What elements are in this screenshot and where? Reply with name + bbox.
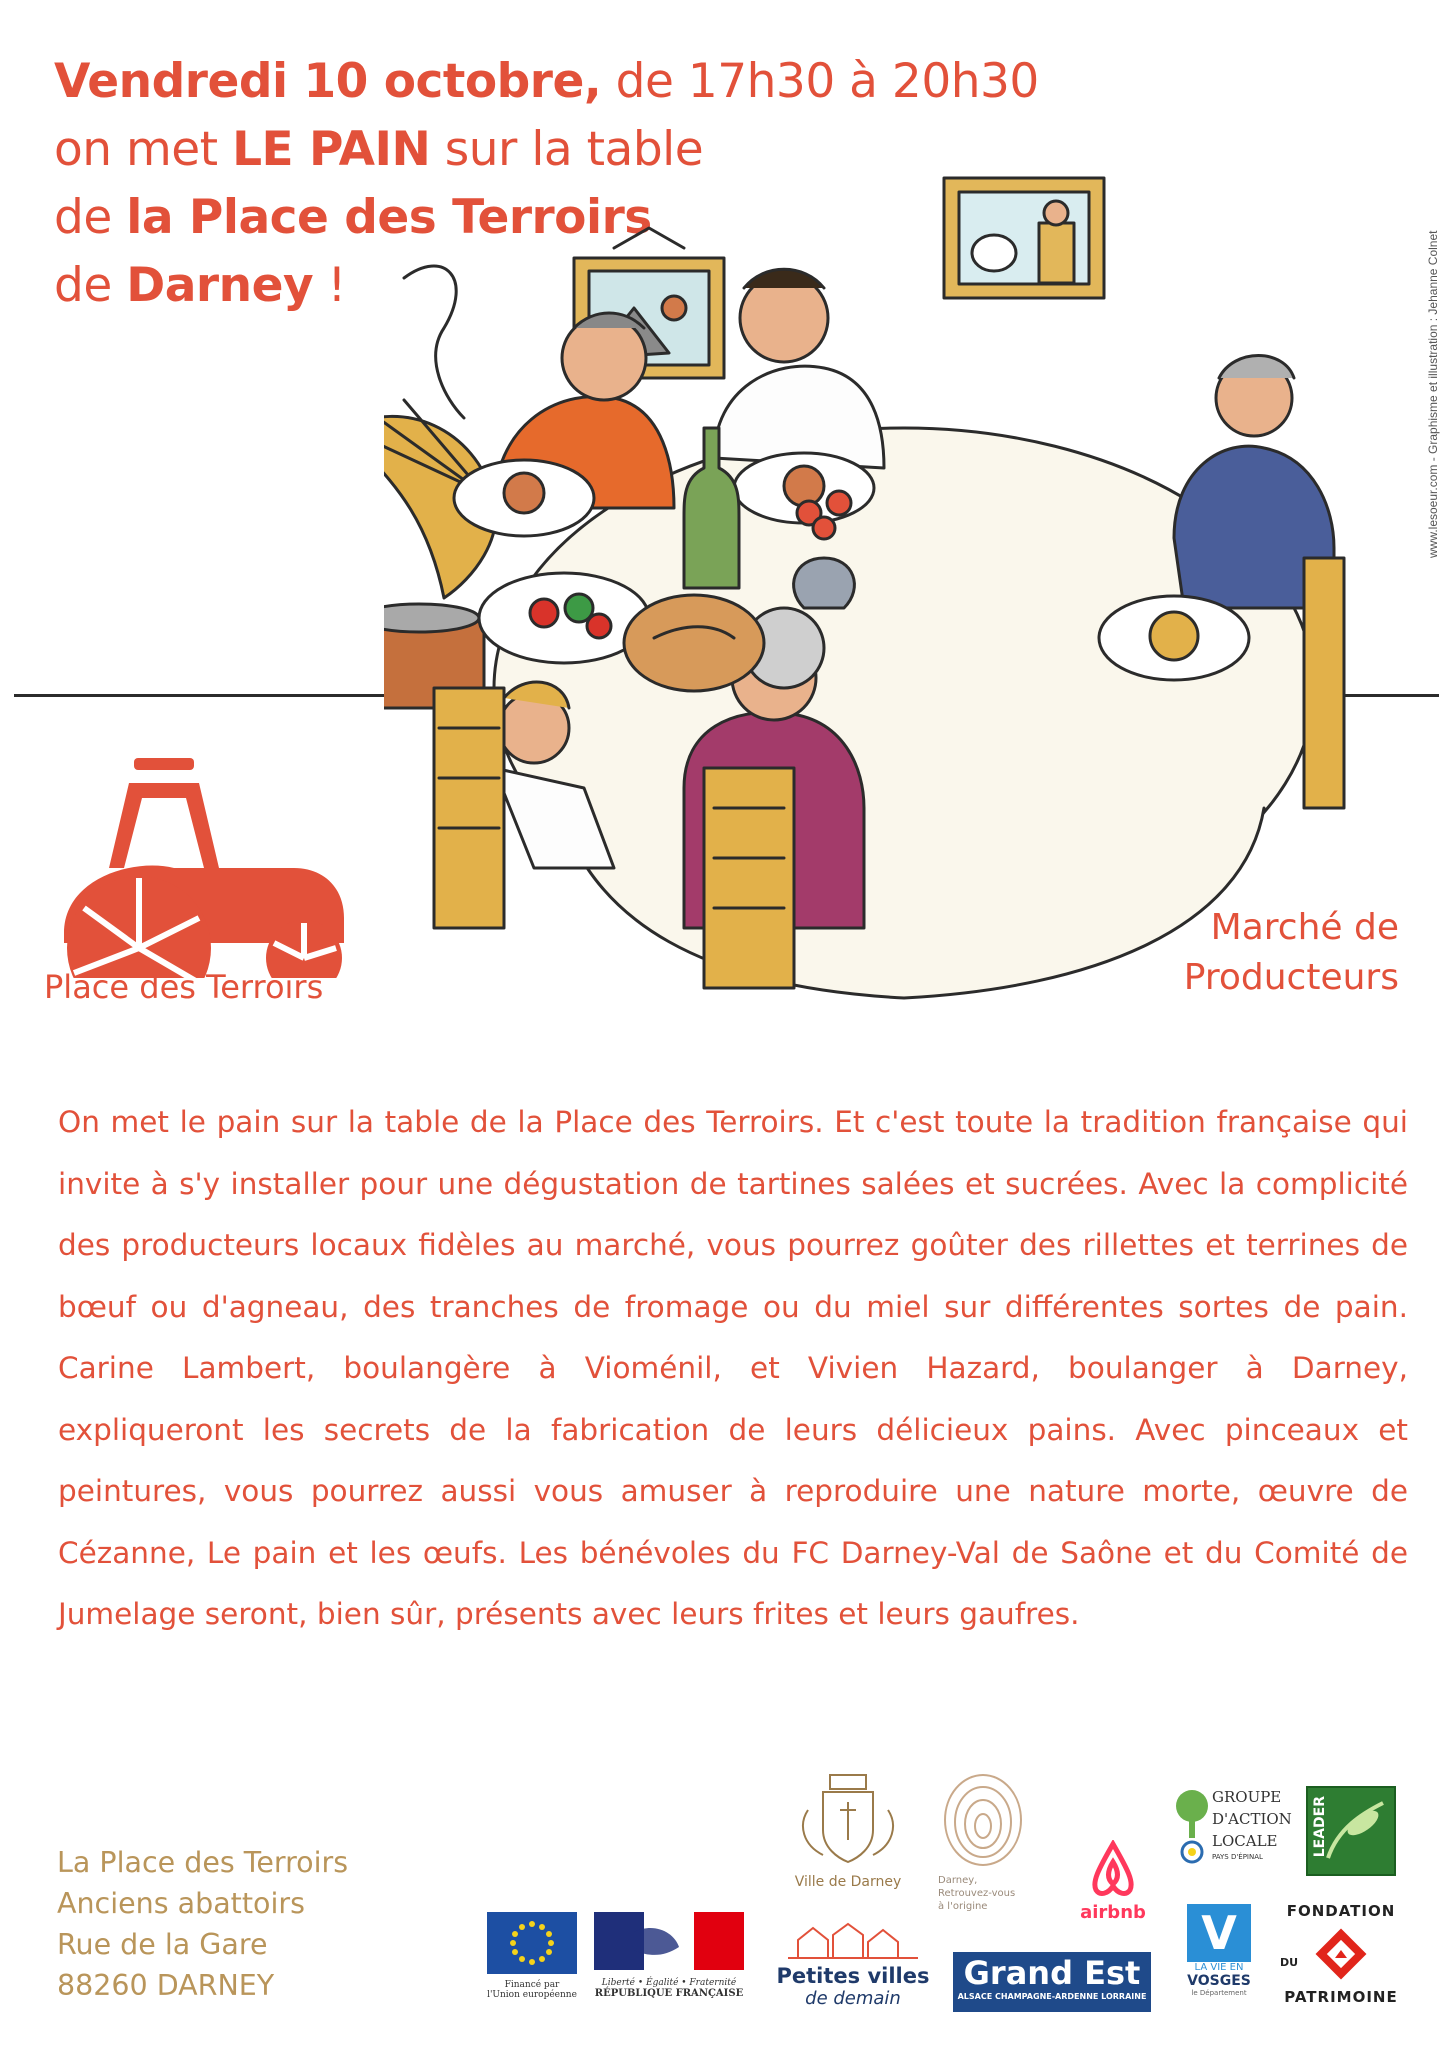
gal-tree-icon (1172, 1786, 1212, 1878)
rf-motto: Liberté • Égalité • Fraternité (601, 1978, 737, 1988)
vosges-line-1: LA VIE EN (1194, 1962, 1244, 1973)
place-des-terroirs-logo-text: Place des Terroirs (44, 968, 324, 1006)
ville-de-darney-logo (788, 1770, 908, 1890)
darney-line-3: à l'origine (938, 1901, 988, 1912)
grand-est-label: Grand Est (963, 1954, 1141, 1992)
headline-text: de (54, 258, 112, 313)
marianne-icon (594, 1912, 744, 1970)
airbnb-icon (1088, 1840, 1138, 1898)
gal-line-2: D'ACTION (1212, 1810, 1292, 1828)
painting-right-icon (944, 168, 1104, 298)
rf-name: RÉPUBLIQUE FRANÇAISE (594, 1988, 744, 1999)
headline-text: de (54, 190, 112, 245)
headline-text: sur la table (444, 122, 704, 177)
gal-line-3: LOCALE (1212, 1832, 1278, 1850)
eu-logo (472, 1912, 592, 2000)
man-white-shirt-icon (714, 269, 884, 468)
address-line-3: Rue de la Gare (57, 1928, 268, 1961)
address-line-1: La Place des Terroirs (57, 1846, 349, 1879)
fondation-diamond-icon (1311, 1924, 1371, 1984)
airbnb-logo (1068, 1840, 1158, 1923)
headline-bold: Darney (126, 258, 314, 313)
ville-label: Ville de Darney (794, 1874, 902, 1890)
eu-caption-1: Financé par (504, 1980, 560, 1990)
darney-line-1: Darney, (938, 1875, 978, 1886)
headline-bold: LE PAIN (232, 122, 431, 177)
gal-line-1: GROUPE (1212, 1788, 1282, 1806)
chair-child-icon (434, 688, 504, 928)
gal-line-4: PAYS D'ÉPINAL (1212, 1853, 1263, 1861)
headline-bold: la Place des Terroirs (126, 190, 652, 245)
grand-est-sub: ALSACE CHAMPAGNE-ARDENNE LORRAINE (957, 1992, 1147, 2001)
leader-logo (1306, 1786, 1396, 1876)
market-label-line-1: Marché de (1210, 907, 1399, 948)
market-label-line-2: Producteurs (1183, 957, 1399, 998)
vosges-line-3: le Département (1191, 1989, 1247, 1997)
vosges-v-icon: V (1187, 1904, 1251, 1962)
darney-line-2: Retrouvez-vous (938, 1888, 1016, 1899)
petites-villes-line-2: de demain (805, 1988, 901, 2009)
coat-of-arms-icon (788, 1770, 908, 1870)
bread-icon (624, 595, 764, 691)
vosges-line-2: VOSGES (1187, 1973, 1251, 1989)
republique-francaise-logo (594, 1912, 744, 1999)
airbnb-label: airbnb (1080, 1902, 1146, 1923)
fondation-line-2: DU (1280, 1956, 1299, 1969)
event-description: On met le pain sur la table de la Place des Terroirs. Et c'est toute la tradition française qui invite à s'y installer pour une dégustation de tartines salées et sucrées. Avec la complicité des producteurs locaux fidèles au marché, vous pourrez goûter des rillettes et terrines de bœuf ou d'agneau, des tranches de fromage ou du miel sur différentes sortes de pain. Carine Lambert, boulangère à Vioménil, et Vivien Hazard, boulanger à Darney, expliqueront les secrets de la fabrication de leurs délicieux pains. Avec pinceaux et peintures, vous pourrez aussi vous amuser à reproduire une nature morte, œuvre de Cézanne, Le pain et les œufs. Les bénévoles du FC Darney-Val de Saône et du Comité de Jumelage seront, bien sûr, présents avec leurs frites et leurs gaufres. (58, 1105, 1408, 1631)
groupe-action-locale-logo (1172, 1786, 1322, 1878)
petites-villes-logo (768, 1920, 938, 2009)
headline-text: ! (313, 258, 346, 313)
darney-fingerprint-logo (938, 1770, 1038, 1913)
chair-front-icon (704, 768, 794, 988)
invitation-card (14, 18, 1439, 1023)
fingerprint-icon (938, 1770, 1028, 1870)
headline-date: Vendredi 10 octobre, (54, 54, 602, 109)
address-block (57, 1842, 348, 2006)
chair-right-icon (1304, 558, 1344, 808)
fondation-patrimoine-logo (1276, 1902, 1406, 2006)
vase-icon (794, 558, 855, 608)
fondation-line-1: FONDATION (1286, 1902, 1396, 1920)
address-line-2: Anciens abattoirs (57, 1887, 305, 1920)
headline-text: on met (54, 122, 218, 177)
illustration-credit: www.lesoeur.com - Graphisme et illustration : Jehanne Colnet (1426, 230, 1440, 558)
vosges-logo (1182, 1904, 1256, 1997)
petites-villes-line-1: Petites villes (776, 1964, 930, 1988)
eu-flag-icon (487, 1912, 577, 1974)
market-label (1184, 903, 1399, 1003)
eu-caption-2: l'Union européenne (487, 1990, 577, 2000)
leader-label: LEADER (1312, 1796, 1328, 1858)
fondation-line-3: PATRIMOINE (1284, 1988, 1398, 2006)
address-line-4: 88260 DARNEY (57, 1969, 275, 2002)
grand-est-logo (953, 1952, 1151, 2012)
dinner-table-illustration (384, 168, 1364, 1028)
headline-time: de 17h30 à 20h30 (615, 54, 1039, 109)
houses-icon (788, 1920, 918, 1960)
headline-line-1 (54, 48, 1134, 116)
